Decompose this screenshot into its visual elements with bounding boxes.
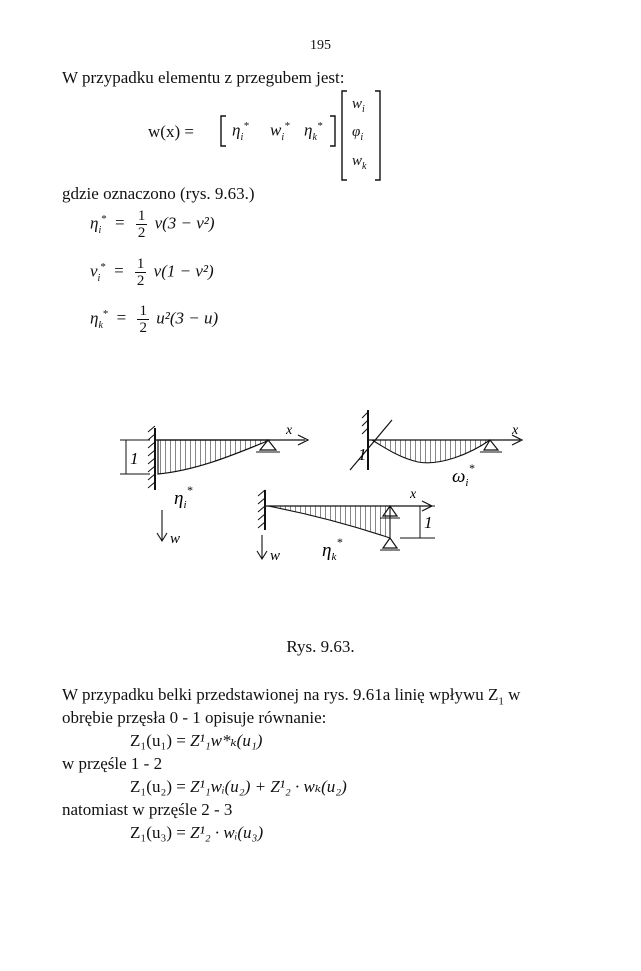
equation-2: Z₁(u₂) = Z¹₁wᵢ(u₂) + Z¹₂ · wₖ(u₂) — [130, 777, 347, 796]
w-label-1: w — [170, 531, 181, 547]
figure-caption: Rys. 9.63. — [286, 637, 355, 656]
formula-eta-k: $\eta_k^*$ = $\frac{1}{2}$ u²(3 − u) — [90, 303, 219, 336]
paragraph-line-2: obrębie przęsła 0 - 1 opisuje równanie: — [62, 708, 327, 727]
where-text: gdzie oznaczono (rys. 9.63.) — [62, 184, 255, 203]
eta-i-label: $\eta_i^*$ — [174, 483, 193, 511]
paragraph-line-1: W przypadku belki przedstawionej na rys. 9.61a linię wpływu $Z_1$ w — [62, 685, 521, 708]
x-label-1: x — [286, 423, 293, 438]
column-vector — [340, 90, 382, 182]
col-entry-w-k: $w_k$ — [352, 153, 367, 172]
col-entry-w-i: $w_i$ — [352, 96, 365, 115]
span-2-3-text: natomiast w przęśle 2 - 3 — [62, 800, 233, 819]
col-entry-phi-i: $\varphi_i$ — [352, 124, 364, 143]
row-vector — [218, 114, 338, 144]
span-1-2-text: w przęśle 1 - 2 — [62, 754, 163, 773]
row-entry-eta-i: $\eta_i^*$ — [232, 120, 249, 144]
diagram-eta-i — [120, 423, 308, 547]
w-label-3: w — [270, 548, 281, 564]
equation-1: Z₁(u₁) = Z¹₁w*ₖ(u₁) — [130, 731, 263, 750]
x-label-3: x — [410, 487, 417, 502]
figure-9-63 — [100, 400, 550, 580]
row-entry-w-i: $w_i^*$ — [270, 120, 290, 144]
eta-k-label: $\eta_k^*$ — [322, 535, 343, 563]
diagram-omega-i — [350, 410, 522, 489]
formula-v-i: $v_i^*$ = $\frac{1}{2}$ v(1 − v²) — [90, 256, 214, 289]
x-label-2: x — [512, 423, 519, 438]
diagram-eta-k — [257, 487, 435, 564]
wx-lhs: w(x) = — [148, 122, 194, 141]
formula-eta-i: $\eta_i^*$ = $\frac{1}{2}$ v(3 − v²) — [90, 208, 215, 241]
equation-3: Z₁(u₃) = Z¹₂ · wᵢ(u₃) — [130, 823, 264, 842]
dim-one-label-3: 1 — [424, 513, 433, 532]
intro-text: W przypadku elementu z przegubem jest: — [62, 68, 345, 87]
omega-i-label: $\omega_i^*$ — [452, 461, 475, 489]
page-number: 195 — [310, 38, 331, 53]
row-entry-eta-k: $\eta_k^*$ — [304, 120, 323, 144]
dim-one-label-1: 1 — [130, 449, 139, 468]
dim-one-label-2: 1 — [358, 445, 367, 464]
